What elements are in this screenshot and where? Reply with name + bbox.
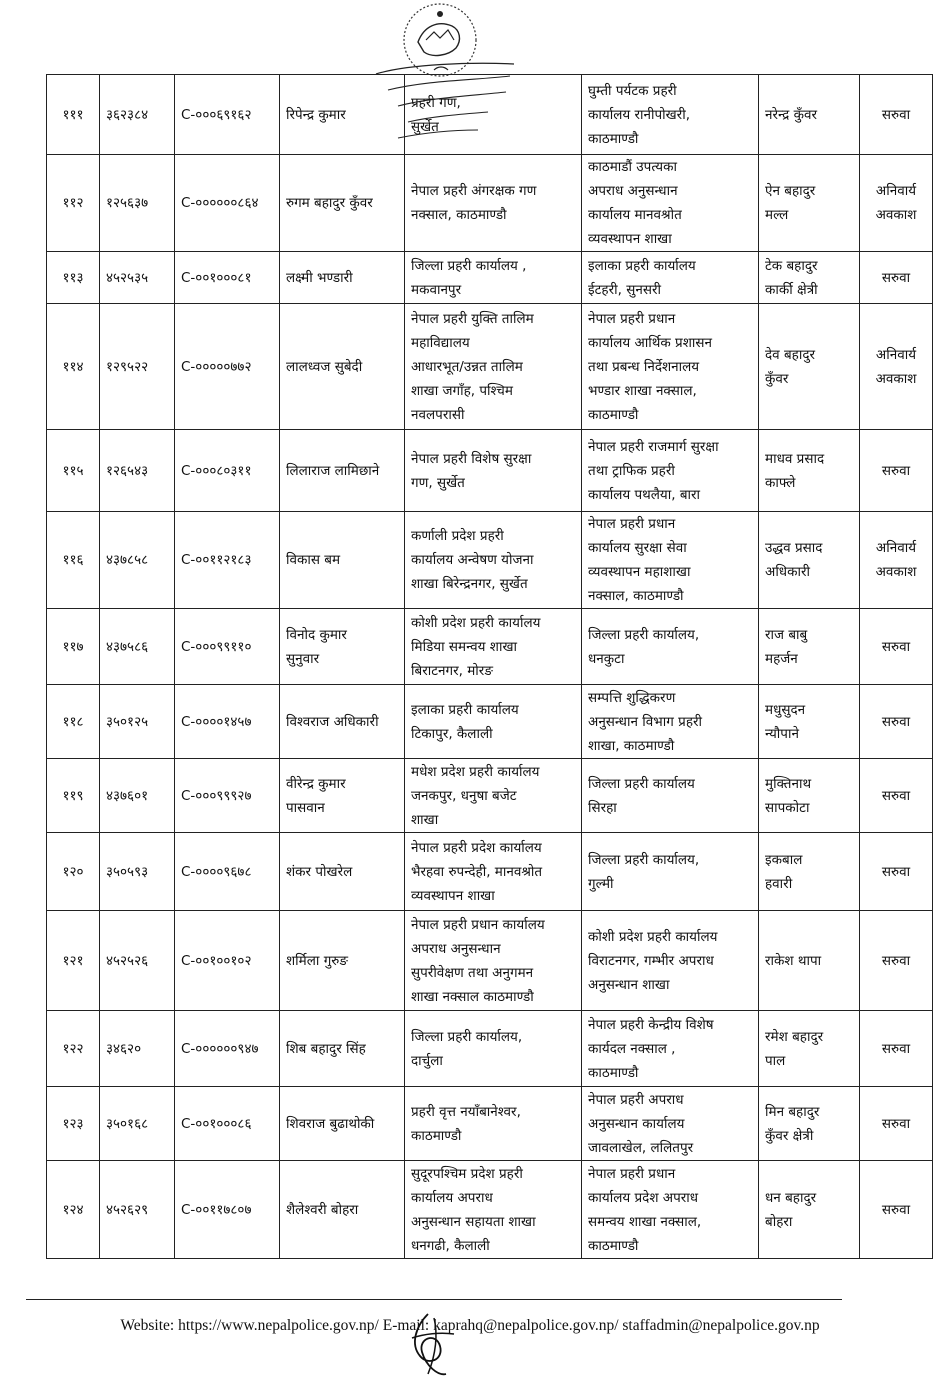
transfer-office-cell: नेपाल प्रहरी प्रधान कार्यालय आर्थिक प्रशासन तथा प्रबन्ध निर्देशनालय भण्डार शाखा नक्साल, काठमाण्डौ [582,304,759,430]
employee-name-cell: विकास बम [280,512,405,609]
code-number-cell: C-००००००८६४ [175,155,280,252]
current-office-cell: कोशी प्रदेश प्रहरी कार्यालय मिडिया समन्वय शाखा बिराटनगर, मोरङ [405,609,582,685]
remark-cell: सरुवा [860,430,933,512]
employee-name-cell: शिवराज बुढाथोकी [280,1087,405,1161]
transfer-office-cell: जिल्ला प्रहरी कार्यालय, गुल्मी [582,833,759,911]
approver-name-cell: मधुसुदन न्यौपाने [759,685,860,759]
personnel-id-cell: १२५६३७ [100,155,175,252]
remark-cell: अनिवार्य अवकाश [860,155,933,252]
approver-name-cell: ऐन बहादुर मल्ल [759,155,860,252]
employee-name-cell: लालध्वज सुबेदी [280,304,405,430]
code-number-cell: C-००००९६७८ [175,833,280,911]
remark-cell: सरुवा [860,75,933,155]
table-row [47,155,933,252]
approver-name-cell: नरेन्द्र कुँवर [759,75,860,155]
approver-name-cell: रमेश बहादुर पाल [759,1011,860,1087]
remark-cell: सरुवा [860,685,933,759]
personnel-id-cell: ४५२५३५ [100,252,175,304]
code-number-cell: C-००००००९४७ [175,1011,280,1087]
personnel-id-cell: ३६२३८४ [100,75,175,155]
code-number-cell: C-००१०००८१ [175,252,280,304]
employee-name-cell: लक्ष्मी भण्डारी [280,252,405,304]
table-row [47,1087,933,1161]
code-number-cell: C-००११७८०७ [175,1161,280,1259]
code-number-cell: C-००११२१८३ [175,512,280,609]
transfer-office-cell: नेपाल प्रहरी प्रधान कार्यालय प्रदेश अपराध समन्वय शाखा नक्साल, काठमाण्डौ [582,1161,759,1259]
transfer-office-cell: नेपाल प्रहरी राजमार्ग सुरक्षा तथा ट्राफिक प्रहरी कार्यालय पथलैया, बारा [582,430,759,512]
footer-divider [26,1299,842,1300]
handwritten-signature [398,1308,468,1380]
code-number-cell: C-०००६९१६२ [175,75,280,155]
current-office-cell: इलाका प्रहरी कार्यालय टिकापुर, कैलाली [405,685,582,759]
personnel-id-cell: ३५०१२५ [100,685,175,759]
table-row [47,1011,933,1087]
employee-name-cell: शैलेश्वरी बोहरा [280,1161,405,1259]
approver-name-cell: देव बहादुर कुँवर [759,304,860,430]
approver-name-cell: मुक्तिनाथ सापकोटा [759,759,860,833]
personnel-id-cell: ३५०१६८ [100,1087,175,1161]
code-number-cell: C-०००८०३११ [175,430,280,512]
approver-name-cell: इकबाल हवारी [759,833,860,911]
approver-name-cell: माधव प्रसाद काफ्ले [759,430,860,512]
approver-name-cell: राज बाबु महर्जन [759,609,860,685]
transfer-office-cell: नेपाल प्रहरी प्रधान कार्यालय सुरक्षा सेवा व्यवस्थापन महाशाखा नक्साल, काठमाण्डौ [582,512,759,609]
table-row [47,304,933,430]
current-office-cell: जिल्ला प्रहरी कार्यालय , मकवानपुर [405,252,582,304]
serial-number-cell: १२३ [47,1087,100,1161]
remark-cell: अनिवार्य अवकाश [860,304,933,430]
personnel-id-cell: ४५२५२६ [100,911,175,1011]
serial-number-cell: ११३ [47,252,100,304]
transfer-office-cell: घुम्ती पर्यटक प्रहरी कार्यालय रानीपोखरी, काठमाण्डौ [582,75,759,155]
table-row [47,75,933,155]
transfer-office-cell: नेपाल प्रहरी केन्द्रीय विशेष कार्यदल नक्साल , काठमाण्डौ [582,1011,759,1087]
table-row [47,833,933,911]
current-office-cell: प्रहरी गण, सुर्खेत [405,75,582,155]
transfer-office-cell: कोशी प्रदेश प्रहरी कार्यालय विराटनगर, गम्भीर अपराध अनुसन्धान शाखा [582,911,759,1011]
employee-name-cell: लिलाराज लामिछाने [280,430,405,512]
employee-name-cell: शंकर पोखरेल [280,833,405,911]
serial-number-cell: ११७ [47,609,100,685]
approver-name-cell: धन बहादुर बोहरा [759,1161,860,1259]
transfer-office-cell: इलाका प्रहरी कार्यालय ईटहरी, सुनसरी [582,252,759,304]
approver-name-cell: राकेश थापा [759,911,860,1011]
remark-cell: सरुवा [860,252,933,304]
employee-name-cell: विनोद कुमार सुनुवार [280,609,405,685]
current-office-cell: कर्णाली प्रदेश प्रहरी कार्यालय अन्वेषण योजना शाखा बिरेन्द्रनगर, सुर्खेत [405,512,582,609]
table-body [47,75,933,1259]
current-office-cell: नेपाल प्रहरी प्रधान कार्यालय अपराध अनुसन्धान सुपरीवेक्षण तथा अनुगमन शाखा नक्साल काठमाण्डौ [405,911,582,1011]
serial-number-cell: ११२ [47,155,100,252]
code-number-cell: C-००००१४५७ [175,685,280,759]
personnel-id-cell: १२६५४३ [100,430,175,512]
employee-name-cell: शर्मिला गुरुङ [280,911,405,1011]
employee-name-cell: रिपेन्द्र कुमार [280,75,405,155]
serial-number-cell: १२१ [47,911,100,1011]
current-office-cell: सुदूरपश्चिम प्रदेश प्रहरी कार्यालय अपराध अनुसन्धान सहायता शाखा धनगढी, कैलाली [405,1161,582,1259]
employee-name-cell: शिब बहादुर सिंह [280,1011,405,1087]
serial-number-cell: ११८ [47,685,100,759]
serial-number-cell: १२० [47,833,100,911]
table-row [47,512,933,609]
personnel-id-cell: ४५२६२९ [100,1161,175,1259]
footer-website-email: Website: https://www.nepalpolice.gov.np/ E-mail: kaprahq@nepalpolice.gov.np/ staffadmin@nepalpolice.gov.np [120,1317,820,1334]
remark-cell: सरुवा [860,1087,933,1161]
current-office-cell: प्रहरी वृत्त नयाँबानेश्वर, काठमाण्डौ [405,1087,582,1161]
remark-cell: सरुवा [860,1161,933,1259]
transfer-office-cell: सम्पत्ति शुद्धिकरण अनुसन्धान विभाग प्रहरी शाखा, काठमाण्डौ [582,685,759,759]
table-row [47,1161,933,1259]
remark-cell: सरुवा [860,833,933,911]
approver-name-cell: मिन बहादुर कुँवर क्षेत्री [759,1087,860,1161]
personnel-id-cell: ३५०५९३ [100,833,175,911]
current-office-cell: नेपाल प्रहरी विशेष सुरक्षा गण, सुर्खेत [405,430,582,512]
current-office-cell: नेपाल प्रहरी प्रदेश कार्यालय भैरहवा रुपन्देही, मानवश्रोत व्यवस्थापन शाखा [405,833,582,911]
employee-name-cell: रुगम बहादुर कुँवर [280,155,405,252]
current-office-cell: नेपाल प्रहरी युक्ति तालिम महाविद्यालय आधारभूत/उन्नत तालिम शाखा जगाँह, पश्चिम नवलपरासी [405,304,582,430]
transfer-list-table [46,74,933,1259]
table-row [47,430,933,512]
serial-number-cell: ११४ [47,304,100,430]
transfer-office-cell: जिल्ला प्रहरी कार्यालय, धनकुटा [582,609,759,685]
transfer-office-cell: नेपाल प्रहरी अपराध अनुसन्धान कार्यालय जावलाखेल, ललितपुर [582,1087,759,1161]
transfer-office-cell: जिल्ला प्रहरी कार्यालय सिरहा [582,759,759,833]
current-office-cell: मधेश प्रदेश प्रहरी कार्यालय जनकपुर, धनुषा बजेट शाखा [405,759,582,833]
employee-name-cell: वीरेन्द्र कुमार पासवान [280,759,405,833]
serial-number-cell: १११ [47,75,100,155]
table-row [47,609,933,685]
code-number-cell: C-०००९९११० [175,609,280,685]
code-number-cell: C-००१०००८६ [175,1087,280,1161]
remark-cell: सरुवा [860,759,933,833]
personnel-id-cell: ४३७८५८ [100,512,175,609]
current-office-cell: जिल्ला प्रहरी कार्यालय, दार्चुला [405,1011,582,1087]
table-row [47,252,933,304]
remark-cell: अनिवार्य अवकाश [860,512,933,609]
personnel-id-cell: ४३७६०१ [100,759,175,833]
serial-number-cell: ११५ [47,430,100,512]
table-row [47,911,933,1011]
transfer-office-cell: काठमाडौं उपत्यका अपराध अनुसन्धान कार्यालय मानवश्रोत व्यवस्थापन शाखा [582,155,759,252]
employee-name-cell: विश्वराज अधिकारी [280,685,405,759]
remark-cell: सरुवा [860,911,933,1011]
personnel-id-cell: ३४६२० [100,1011,175,1087]
remark-cell: सरुवा [860,1011,933,1087]
approver-name-cell: उद्धव प्रसाद अधिकारी [759,512,860,609]
table-row [47,759,933,833]
personnel-id-cell: १२९५२२ [100,304,175,430]
current-office-cell: नेपाल प्रहरी अंगरक्षक गण नक्साल, काठमाण्डौ [405,155,582,252]
code-number-cell: C-०००००७७२ [175,304,280,430]
personnel-id-cell: ४३७५८६ [100,609,175,685]
serial-number-cell: ११६ [47,512,100,609]
code-number-cell: C-०००९९९२७ [175,759,280,833]
serial-number-cell: १२४ [47,1161,100,1259]
serial-number-cell: १२२ [47,1011,100,1087]
remark-cell: सरुवा [860,609,933,685]
code-number-cell: C-००१००१०२ [175,911,280,1011]
serial-number-cell: ११९ [47,759,100,833]
approver-name-cell: टेक बहादुर कार्की क्षेत्री [759,252,860,304]
table-row [47,685,933,759]
